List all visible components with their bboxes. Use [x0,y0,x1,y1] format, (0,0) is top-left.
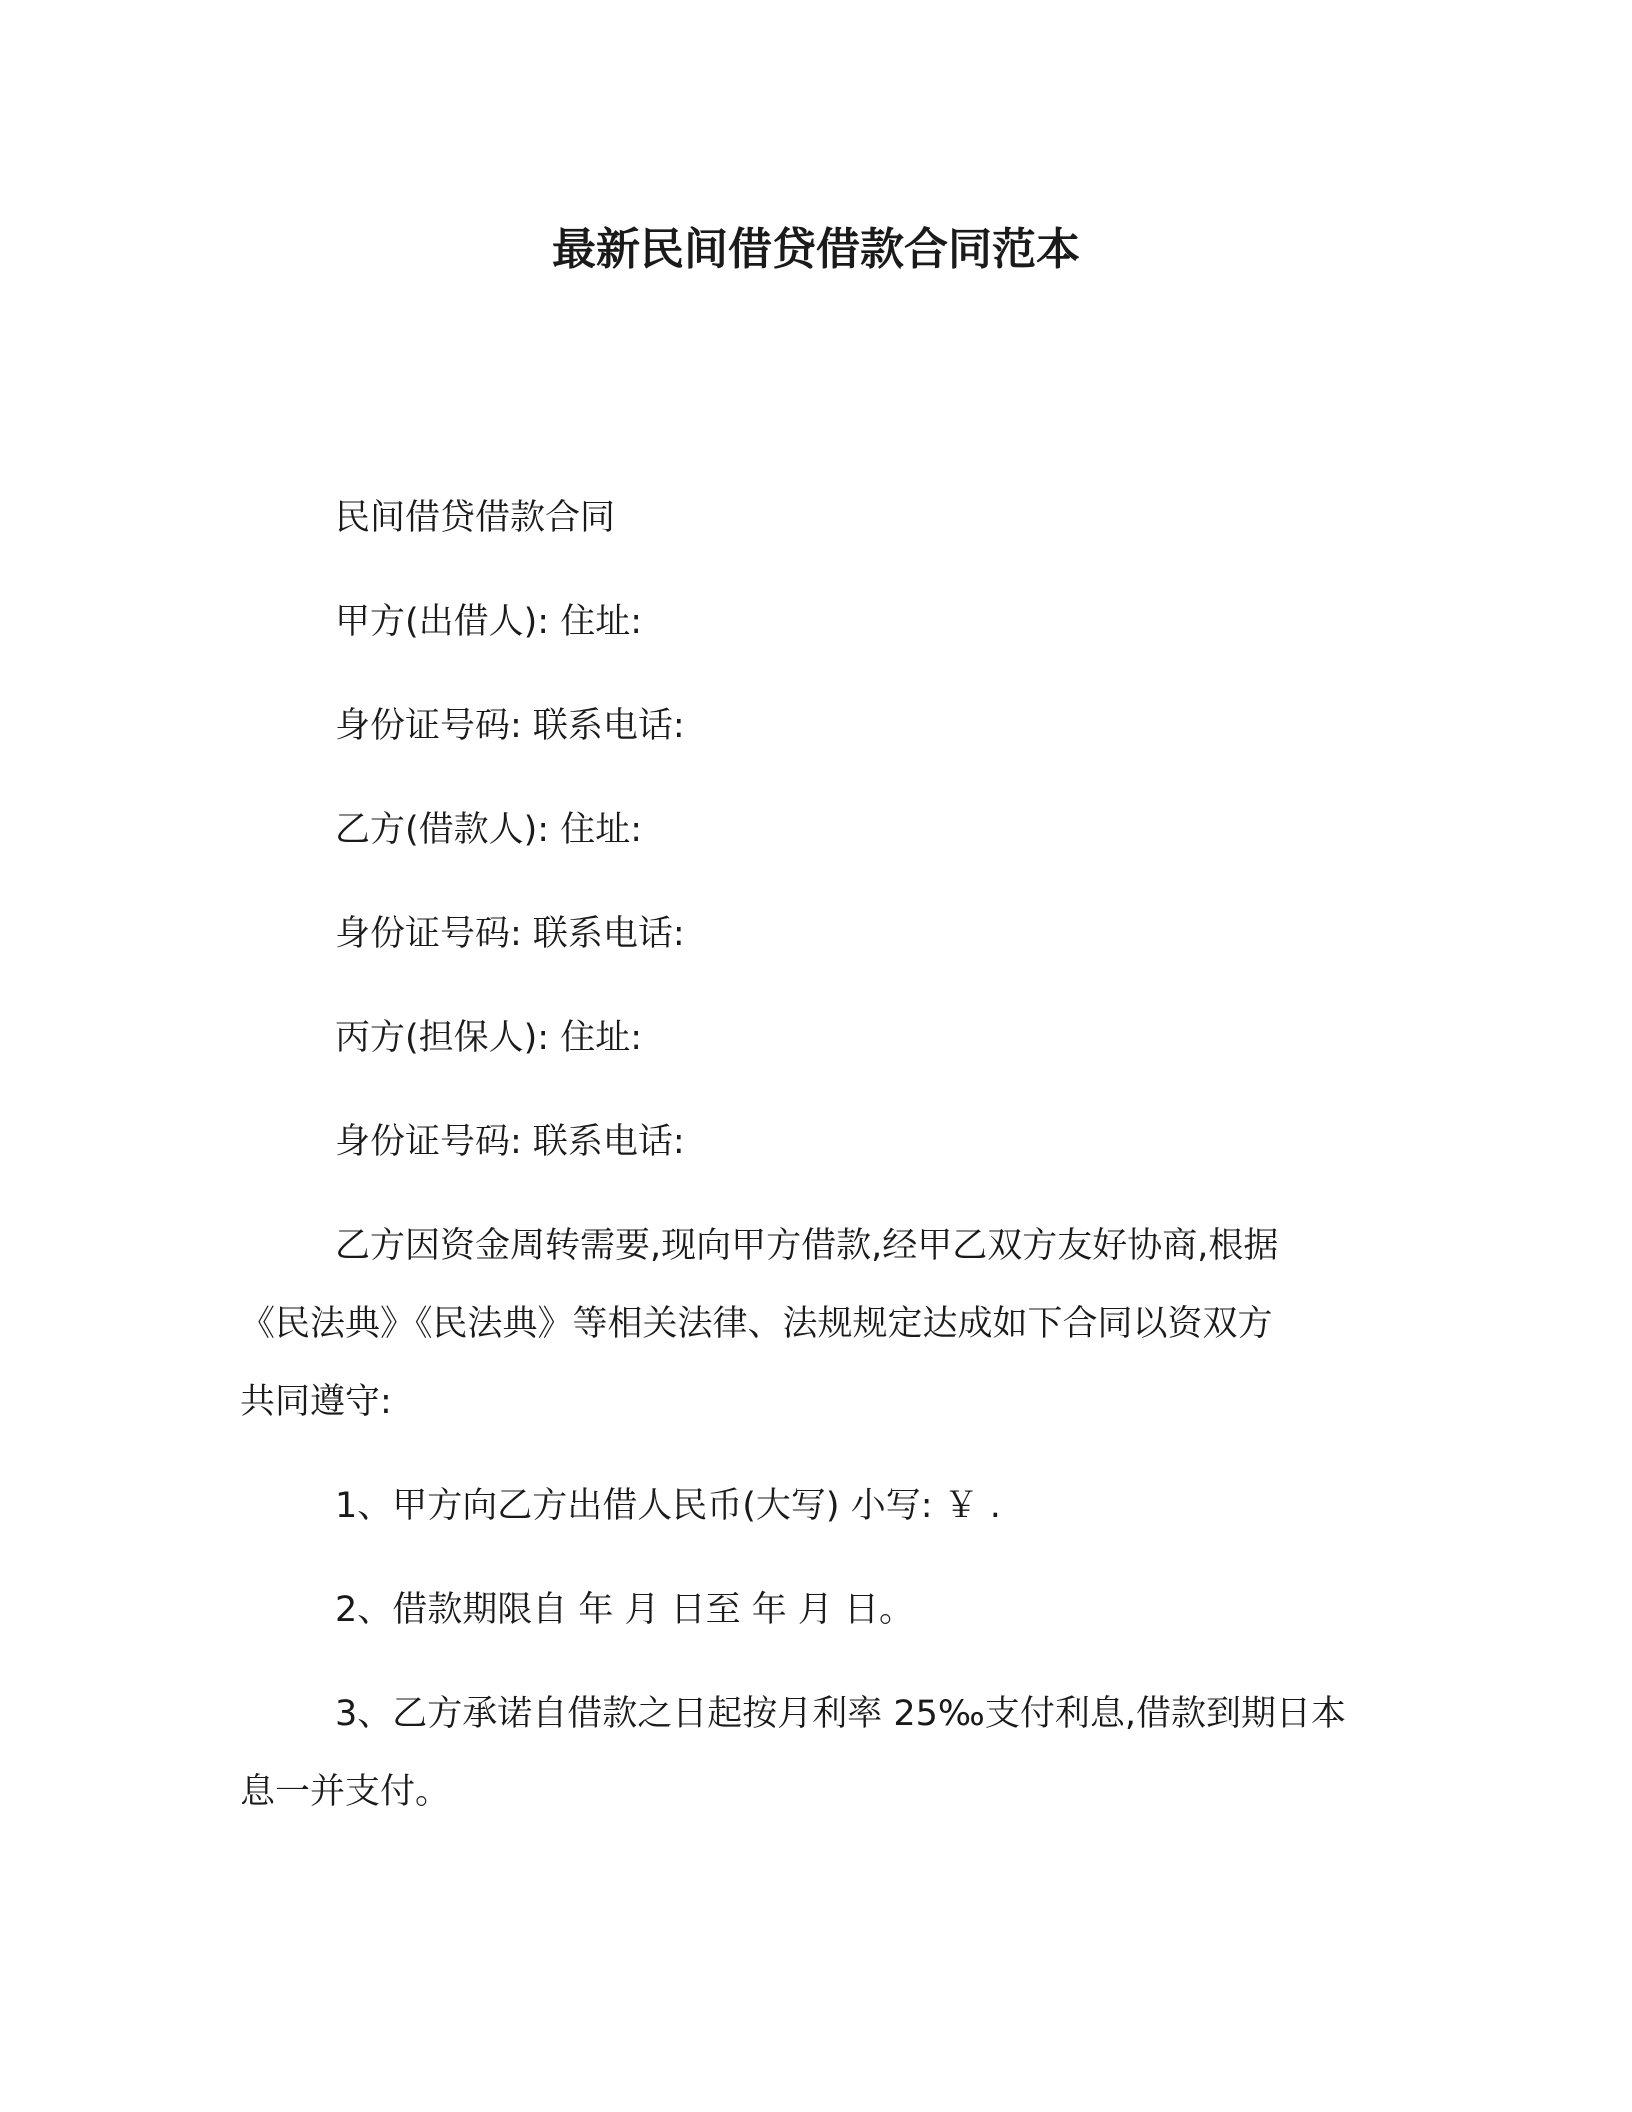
party-b-id-line: 身份证号码: 联系电话: [335,914,685,954]
clause-1: 1、甲方向乙方出借人民币(大写) 小写: ￥ . [335,1486,1001,1526]
party-a-line: 甲方(出借人): 住址: [335,602,643,642]
preamble-line-3: 共同遵守: [240,1382,392,1422]
party-c-line: 丙方(担保人): 住址: [335,1018,643,1058]
clause-3-line-2: 息一并支付。 [240,1772,451,1812]
party-c-id-line: 身份证号码: 联系电话: [335,1122,685,1162]
preamble-line-2: 《民法典》《民法典》等相关法律、法规规定达成如下合同以资双方 [240,1304,1273,1344]
clause-3-line-1: 3、乙方承诺自借款之日起按月利率 25‰支付利息,借款到期日本 [335,1694,1347,1734]
party-b-line: 乙方(借款人): 住址: [335,810,643,850]
preamble-line-1: 乙方因资金周转需要,现向甲方借款,经甲乙双方友好协商,根据 [335,1226,1279,1266]
document-title: 最新民间借贷借款合同范本 [552,224,1080,275]
party-a-id-line: 身份证号码: 联系电话: [335,706,685,746]
clause-2: 2、借款期限自 年 月 日至 年 月 日。 [335,1590,915,1630]
contract-heading: 民间借贷借款合同 [335,498,616,538]
